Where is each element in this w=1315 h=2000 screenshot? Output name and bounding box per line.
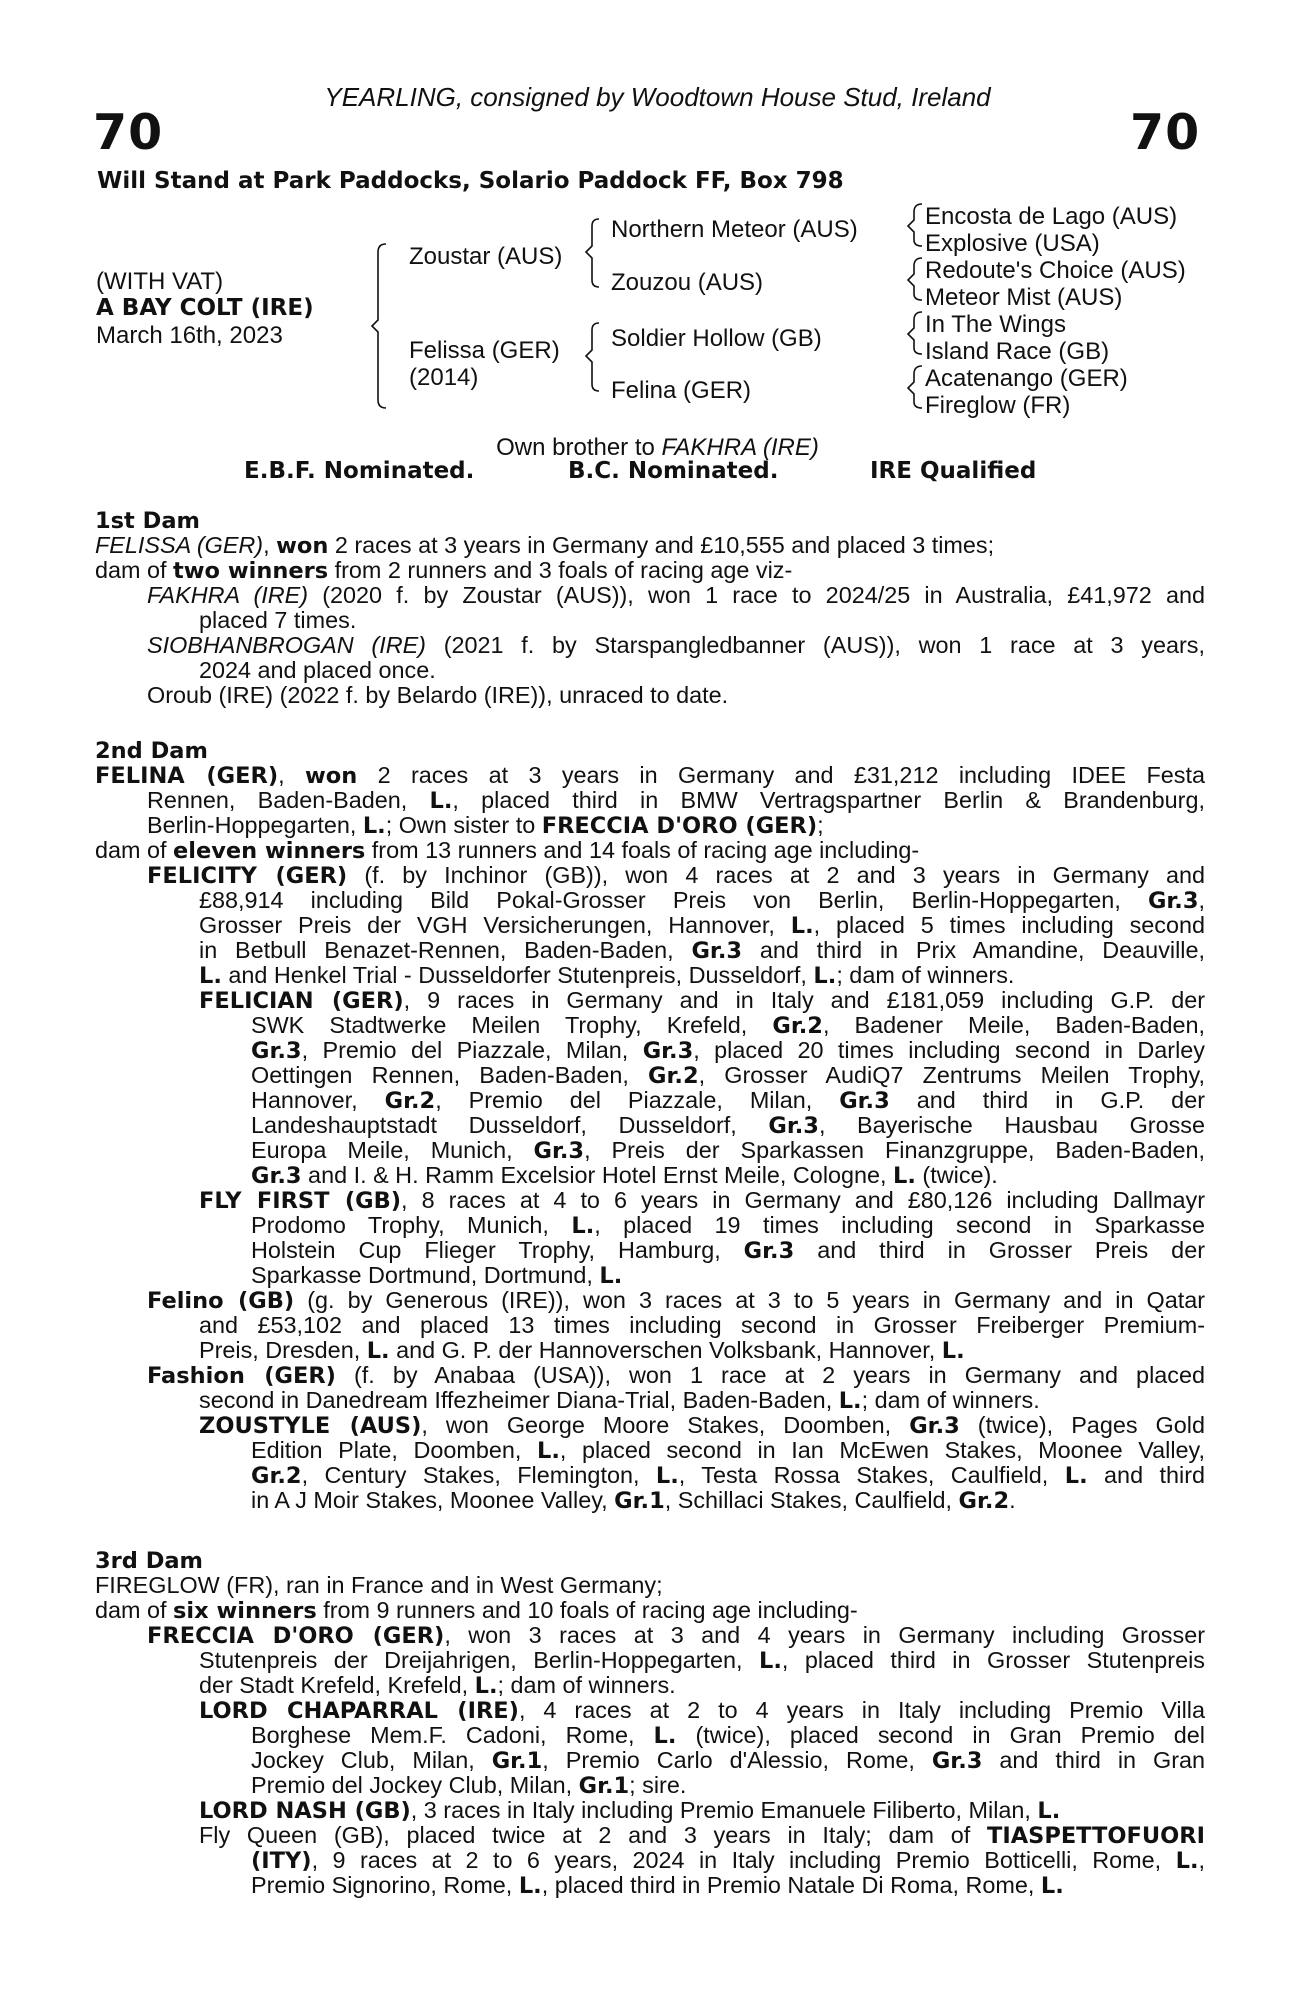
text: , Premio del Piazzale, Milan, [301, 1037, 643, 1063]
text: L. [893, 1163, 916, 1189]
text: , placed third in BMW Vertragspartner Berlin & Brandenburg, [452, 787, 1205, 813]
text: L. [838, 1388, 862, 1414]
text: L. [518, 1873, 542, 1899]
text: , Schillaci Stakes, Caulfield, [664, 1487, 959, 1513]
own-brother-prefix: Own brother to [496, 434, 662, 461]
text: and £53,102 and placed 13 times including second in Grosser Freiberger Premium- [199, 1312, 1205, 1338]
text: (twice), Pages Gold [959, 1412, 1205, 1438]
text: Europa Meile, Munich, [251, 1137, 534, 1163]
text: Gr.3 [839, 1088, 890, 1114]
progeny-name: FLY FIRST (GB) [199, 1188, 402, 1214]
text: Holstein Cup Flieger Trophy, Hamburg, [251, 1237, 744, 1263]
text: Gr.3 [931, 1748, 983, 1774]
text: Gr.3 [768, 1113, 819, 1139]
text: Gr.3 [251, 1163, 302, 1189]
text: ; dam of winners. [497, 1672, 676, 1698]
text: two winners [173, 558, 329, 584]
dam-year: (2014) [409, 364, 479, 391]
text: ; sire. [629, 1772, 687, 1798]
text: Prodomo Trophy, Munich, [251, 1212, 572, 1238]
text: L. [813, 963, 837, 989]
text: 2024 and placed once. [199, 657, 436, 683]
text: FRECCIA D'ORO (GER) [541, 813, 818, 839]
gen3-5: In The Wings [925, 311, 1066, 338]
dam-dam: Felina (GER) [611, 377, 752, 404]
text: dam of [95, 557, 174, 583]
third-dam-heading: 3rd Dam [95, 1548, 203, 1574]
text: Oroub (IRE) (2022 f. by Belardo (IRE)), unraced to date. [147, 682, 729, 708]
text: L. [429, 788, 453, 814]
progeny-name: FAKHRA (IRE) [147, 582, 309, 608]
text: L. [1175, 1848, 1199, 1874]
text: , placed second in Ian McEwen Stakes, Moonee Valley, [559, 1437, 1205, 1463]
text: Hannover, [251, 1087, 385, 1113]
gen3-4: Meteor Mist (AUS) [925, 284, 1123, 311]
text: (twice), placed second in Gran Premio del [676, 1722, 1205, 1748]
sire-name: Zoustar (AUS) [409, 243, 563, 270]
text: dam of [95, 1597, 174, 1623]
second-dam-section [95, 738, 1205, 1513]
progeny-name: FELICITY (GER) [147, 863, 348, 889]
text: Gr.2 [251, 1463, 302, 1489]
sire-dam: Zouzou (AUS) [611, 269, 764, 296]
text: (twice). [915, 1162, 998, 1188]
text: L. [362, 813, 386, 839]
text: (f. by Anabaa (USA)), won 1 race at 2 years in Germany and placed [335, 1362, 1205, 1388]
text: L. [790, 913, 814, 939]
text: and third in Prix Amandine, Deauville, [742, 937, 1205, 963]
stand-location: Will Stand at Park Paddocks, Solario Paddock FF, Box 798 [97, 168, 844, 194]
horse-name: A BAY COLT (IRE) [96, 295, 314, 321]
text: placed 7 times. [199, 607, 357, 633]
text: , Bayerische Hausbau Grosse [818, 1112, 1205, 1138]
sire-bracket [586, 219, 599, 287]
text: Preis, Dresden, [199, 1337, 367, 1363]
text: Gr.1 [491, 1748, 543, 1774]
progeny-name: Fashion (GER) [147, 1363, 336, 1389]
text: (g. by Generous (IRE)), won 3 races at 3 to 5 years in Germany and in Qatar [294, 1287, 1205, 1313]
text: Stutenpreis der Dreijahrigen, Berlin-Hoppegarten, [199, 1647, 760, 1673]
ebf-nomination: E.B.F. Nominated. [244, 458, 475, 484]
text: , won 3 races at 3 and 4 years in Germany including Grosser [444, 1622, 1205, 1648]
text: (ITY) [251, 1848, 312, 1874]
gen3-7: Acatenango (GER) [925, 365, 1128, 392]
text: TIASPETTOFUORI [986, 1823, 1205, 1849]
text: , Testa Rossa Stakes, Caulfield, [678, 1462, 1065, 1488]
text: Gr.3 [909, 1413, 960, 1439]
text: Grosser Preis der VGH Versicherungen, Hannover, [199, 912, 791, 938]
text: , placed 5 times including second [813, 912, 1205, 938]
text: SWK Stadtwerke Meilen Trophy, Krefeld, [251, 1012, 773, 1038]
text: , Preis der Sparkassen Finanzgruppe, Baden-Baden, [584, 1137, 1205, 1163]
text: Gr.3 [251, 1038, 302, 1064]
text: Jockey Club, Milan, [251, 1747, 492, 1773]
progeny-name: Felino (GB) [147, 1288, 295, 1314]
text: Gr.2 [772, 1013, 823, 1039]
text: , placed 19 times including second in Sparkasse [594, 1212, 1206, 1238]
gen3-bracket-3 [908, 312, 922, 354]
first-dam-heading: 1st Dam [95, 508, 200, 534]
main-bracket [372, 244, 386, 408]
first-dam-section [95, 508, 1205, 708]
text: L. [474, 1673, 498, 1699]
text: ; dam of winners. [861, 1387, 1040, 1413]
gen3-2: Explosive (USA) [925, 230, 1100, 257]
text: , 9 races in Germany and in Italy and £181,059 including G.P. der [403, 987, 1206, 1013]
foaling-date: March 16th, 2023 [96, 322, 283, 349]
progeny-name: SIOBHANBROGAN (IRE) [147, 632, 426, 658]
text: , 9 races at 2 to 6 years, 2024 in Italy including Premio Botticelli, Rome, [311, 1847, 1176, 1873]
text: L. [1037, 1798, 1061, 1824]
text: £88,914 including Bild Pokal-Grosser Preis von Berlin, Berlin-Hoppegarten, [199, 887, 1148, 913]
gen3-1: Encosta de Lago (AUS) [925, 203, 1178, 230]
text: Edition Plate, Doomben, [251, 1437, 537, 1463]
text: in A J Moir Stakes, Moonee Valley, [251, 1487, 615, 1513]
text: from 9 runners and 10 foals of racing age including- [316, 1597, 858, 1623]
text: Fly Queen (GB), placed twice at 2 and 3 years in Italy; dam of [199, 1822, 987, 1848]
text: , won George Moore Stakes, Doomben, [421, 1412, 910, 1438]
text: won [305, 763, 358, 789]
gen3-bracket-1 [908, 204, 922, 246]
text: won [276, 533, 329, 559]
bc-nomination: B.C. Nominated. [568, 458, 779, 484]
second-dam-name: FELINA (GER) [95, 763, 279, 789]
text: and third in Grosser Preis der [794, 1237, 1205, 1263]
text: from 2 runners and 3 foals of racing age viz- [328, 557, 793, 583]
gen3-3: Redoute's Choice (AUS) [925, 257, 1186, 284]
text: L. [655, 1463, 679, 1489]
text: , Premio Carlo d'Alessio, Rome, [542, 1747, 932, 1773]
text: . [1009, 1487, 1016, 1513]
text: Borghese Mem.F. Cadoni, Rome, [251, 1722, 654, 1748]
own-brother-name: FAKHRA (IRE) [661, 434, 819, 461]
text: 2 races at 3 years in Germany and £10,555 and placed 3 times; [328, 532, 995, 558]
text: and Henkel Trial - Dusseldorfer Stutenpreis, Dusseldorf, [221, 962, 814, 988]
lot-number-right: 70 [1130, 104, 1201, 161]
text: FIREGLOW (FR), ran in France and in West Germany; [95, 1572, 663, 1598]
text: L. [941, 1338, 965, 1364]
dam-bracket [586, 323, 599, 391]
text: Sparkasse Dortmund, Dortmund, [251, 1262, 600, 1288]
text: Gr.2 [384, 1088, 436, 1114]
progeny-name: LORD CHAPARRAL (IRE) [199, 1698, 519, 1724]
text: Gr.1 [578, 1773, 630, 1799]
text: , Century Stakes, Flemington, [301, 1462, 656, 1488]
third-dam-section [95, 1548, 1205, 1898]
text: L. [366, 1338, 390, 1364]
text: Gr.2 [648, 1063, 699, 1089]
text: , placed 20 times including second in Darley [693, 1037, 1205, 1063]
lot-number-left: 70 [93, 104, 164, 161]
text: , [263, 532, 277, 558]
text: Berlin-Hoppegarten, [147, 812, 363, 838]
text: , 8 races at 4 to 6 years in Germany and £80,126 including Dallmayr [401, 1187, 1205, 1213]
text: L. [599, 1263, 623, 1289]
text: and third in G.P. der [889, 1087, 1205, 1113]
text: ; Own sister to [385, 812, 542, 838]
text: (f. by Inchinor (GB)), won 4 races at 2 and 3 years in Germany and [347, 862, 1205, 888]
gen3-6: Island Race (GB) [925, 338, 1110, 365]
text: and G. P. der Hannoverschen Volksbank, Hannover, [389, 1337, 942, 1363]
progeny-name: LORD NASH (GB) [199, 1798, 411, 1824]
text: eleven winners [173, 838, 366, 864]
sire-sire: Northern Meteor (AUS) [611, 216, 858, 243]
text: 2 races at 3 years in Germany and £31,212 including IDEE Festa [357, 762, 1205, 788]
text: Premio del Jockey Club, Milan, [251, 1772, 579, 1798]
text: , placed third in Premio Natale Di Roma, Rome, [541, 1872, 1041, 1898]
text: Landeshauptstadt Dusseldorf, Dusseldorf, [251, 1112, 769, 1138]
text: Gr.3 [1147, 888, 1199, 914]
text: dam of [95, 837, 174, 863]
text: Rennen, Baden-Baden, [147, 787, 430, 813]
text: , Badener Meile, Baden-Baden, [822, 1012, 1205, 1038]
dam-name: Felissa (GER) [409, 337, 560, 364]
text: Gr.3 [533, 1138, 585, 1164]
text: Gr.1 [614, 1488, 665, 1514]
progeny-name: FRECCIA D'ORO (GER) [147, 1623, 445, 1649]
text: , 3 races in Italy including Premio Emanuele Filiberto, Milan, [410, 1797, 1038, 1823]
text: L. [571, 1213, 595, 1239]
text: , [1198, 887, 1205, 913]
text: from 13 runners and 14 foals of racing age including- [365, 837, 920, 863]
first-dam-name: FELISSA (GER) [95, 532, 264, 558]
text: Gr.3 [691, 938, 743, 964]
text: , Grosser AudiQ7 Zentrums Meilen Trophy, [698, 1062, 1205, 1088]
dam-sire: Soldier Hollow (GB) [611, 325, 822, 352]
vat-note: (WITH VAT) [96, 268, 224, 295]
gen3-bracket-4 [908, 366, 922, 408]
text: , 4 races at 2 to 4 years in Italy including Premio Villa [518, 1697, 1205, 1723]
text: and I. & H. Ramm Excelsior Hotel Ernst Meile, Cologne, [301, 1162, 894, 1188]
text: and third in Gran [982, 1747, 1206, 1773]
gen3-bracket-2 [908, 258, 922, 300]
text: ; dam of winners. [836, 962, 1015, 988]
text: L. [1040, 1873, 1064, 1899]
progeny-name: FELICIAN (GER) [199, 988, 404, 1014]
text: , [1198, 1847, 1205, 1873]
text: Premio Signorino, Rome, [251, 1872, 519, 1898]
text: L. [653, 1723, 677, 1749]
text: L. [1064, 1463, 1088, 1489]
text: (2020 f. by Zoustar (AUS)), won 1 race to 2024/25 in Australia, £41,972 and [308, 582, 1205, 608]
progeny-name: ZOUSTYLE (AUS) [199, 1413, 422, 1439]
text: ; [817, 812, 824, 838]
text: der Stadt Krefeld, Krefeld, [199, 1672, 475, 1698]
text: and third [1087, 1462, 1206, 1488]
text: , [278, 762, 305, 788]
text: , Premio del Piazzale, Milan, [435, 1087, 840, 1113]
second-dam-heading: 2nd Dam [95, 738, 208, 764]
text: (2021 f. by Starspangledbanner (AUS)), won 1 race at 3 years, [425, 632, 1206, 658]
gen3-8: Fireglow (FR) [925, 392, 1071, 419]
text: second in Danedream Iffezheimer Diana-Trial, Baden-Baden, [199, 1387, 839, 1413]
text: Gr.2 [958, 1488, 1010, 1514]
text: Oettingen Rennen, Baden-Baden, [251, 1062, 649, 1088]
text: L. [759, 1648, 782, 1674]
text: L. [536, 1438, 560, 1464]
text: L. [199, 963, 222, 989]
consignor-subtitle: YEARLING, consigned by Woodtown House Stud, Ireland [324, 82, 991, 112]
text: Gr.3 [642, 1038, 694, 1064]
text: in Betbull Benazet-Rennen, Baden-Baden, [199, 937, 692, 963]
text: , placed third in Grosser Stutenpreis [781, 1647, 1205, 1673]
text: Gr.3 [743, 1238, 795, 1264]
ire-qualified: IRE Qualified [870, 458, 1037, 484]
text: six winners [173, 1598, 317, 1624]
